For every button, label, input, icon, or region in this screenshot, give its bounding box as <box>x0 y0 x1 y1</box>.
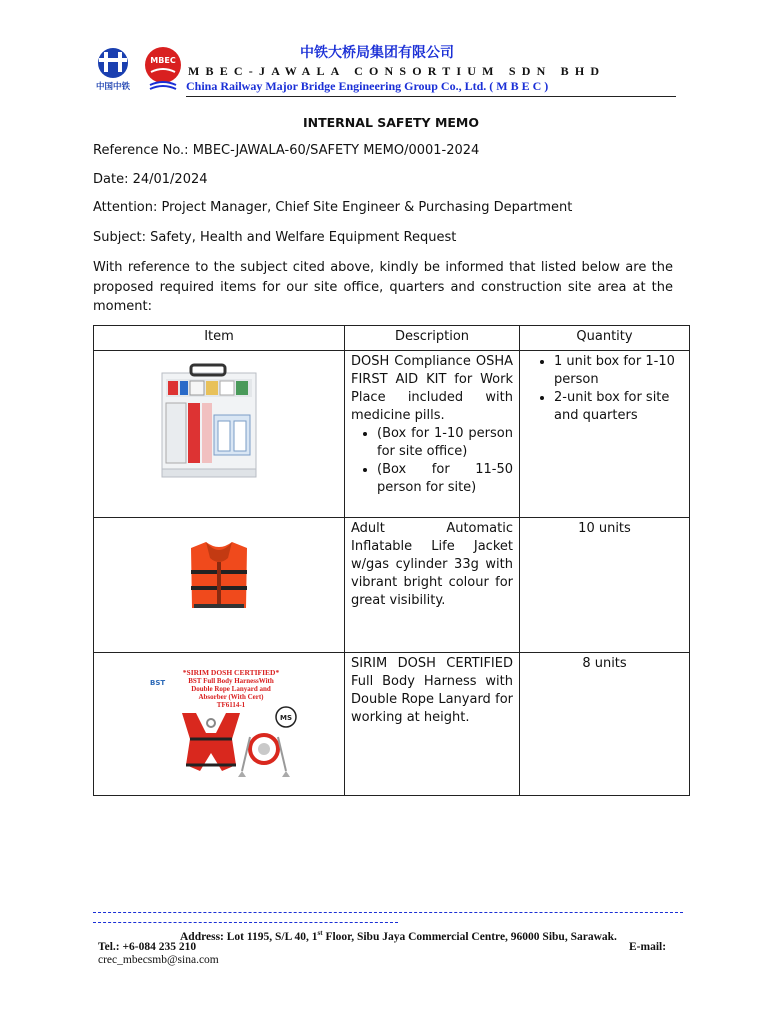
list-item: • 2-unit box for site and quarters <box>554 389 683 425</box>
description-text: Adult Automatic Inflatable Life Jacket w/gas cylinder 33g with vibrant bright colour for great visibility. <box>351 521 513 608</box>
crec-logo <box>90 46 136 92</box>
list-item: • (Box for 11-50 person for site) <box>377 461 513 497</box>
description-text: DOSH Compliance OSHA FIRST AID KIT for Work Place included with medicine pills. <box>351 354 513 423</box>
company-name-english: MBEC-JAWALA CONSORTIUM SDN BHD <box>188 64 606 78</box>
item-image-cell <box>94 653 345 796</box>
footer-email-label: E-mail: <box>629 941 667 953</box>
life-jacket-image <box>94 518 344 646</box>
memo-subject: Subject: Safety, Health and Welfare Equipment Request <box>93 230 457 245</box>
footer-telephone: Tel.: +6-084 235 210 <box>98 941 197 953</box>
first-aid-kit-image <box>94 351 344 511</box>
reference-number: Reference No.: MBEC-JAWALA-60/SAFETY MEMO/0001-2024 <box>93 143 480 158</box>
item-description-cell <box>345 518 520 653</box>
company-subtitle: China Railway Major Bridge Engineering Group Co., Ltd. ( M B E C ) <box>186 79 549 93</box>
list-item: • 1 unit box for 1-10 person <box>554 353 683 389</box>
memo-date: Date: 24/01/2024 <box>93 172 208 187</box>
header-divider <box>186 96 676 97</box>
footer-divider <box>93 912 683 913</box>
quantity-text: 10 units <box>578 521 631 536</box>
item-description-cell <box>345 653 520 796</box>
harness-caption: Absorber (With Cert) <box>198 693 264 701</box>
memo-attention: Attention: Project Manager, Chief Site Engineer & Purchasing Department <box>93 200 573 215</box>
table-row <box>94 653 690 796</box>
footer-address: Address: Lot 1195, S/L 40, 1st Floor, Sibu Jaya Commercial Centre, 96000 Sibu, Sarawak. <box>180 929 617 943</box>
table-header-row <box>94 326 690 351</box>
item-image-cell <box>94 351 345 518</box>
header-quantity: Quantity <box>520 326 690 351</box>
memo-body: With reference to the subject cited above, kindly be informed that listed below are the proposed required items for our site office, quarters and construction site area at the moment: <box>93 260 673 314</box>
list-item: • (Box for 1-10 person for site office) <box>377 425 513 461</box>
description-bullet-list <box>351 425 513 497</box>
equipment-table <box>93 325 690 796</box>
description-text: SIRIM DOSH CERTIFIED Full Body Harness with Double Rope Lanyard for working at height. <box>351 656 513 725</box>
memo-title: INTERNAL SAFETY MEMO <box>303 115 479 130</box>
harness-brand: BST <box>150 679 166 687</box>
company-name-chinese: 中铁大桥局集团有限公司 <box>300 45 454 61</box>
logo-label: MBEC <box>150 56 176 65</box>
ms-badge: MS <box>279 714 293 722</box>
item-quantity-cell <box>520 653 690 796</box>
logo-caption: 中国中铁 <box>95 82 131 92</box>
full-body-harness-image <box>94 653 344 789</box>
harness-caption: *SIRIM DOSH CERTIFIED* <box>182 668 280 677</box>
header-description: Description <box>345 326 520 351</box>
table-row <box>94 518 690 653</box>
footer-divider-short <box>93 922 398 923</box>
harness-caption: Double Rope Lanyard and <box>191 685 271 693</box>
item-quantity-cell <box>520 518 690 653</box>
harness-caption: BST Full Body HarnessWith <box>188 677 274 685</box>
mbec-logo <box>142 46 184 92</box>
quantity-bullet-list <box>526 353 683 425</box>
item-description-cell <box>345 351 520 518</box>
table-row <box>94 351 690 518</box>
harness-caption: TF6114-1 <box>216 701 246 709</box>
header-item: Item <box>94 326 345 351</box>
item-quantity-cell <box>520 351 690 518</box>
quantity-text: 8 units <box>582 656 627 671</box>
item-image-cell <box>94 518 345 653</box>
footer-email: crec_mbecsmb@sina.com <box>98 954 219 966</box>
